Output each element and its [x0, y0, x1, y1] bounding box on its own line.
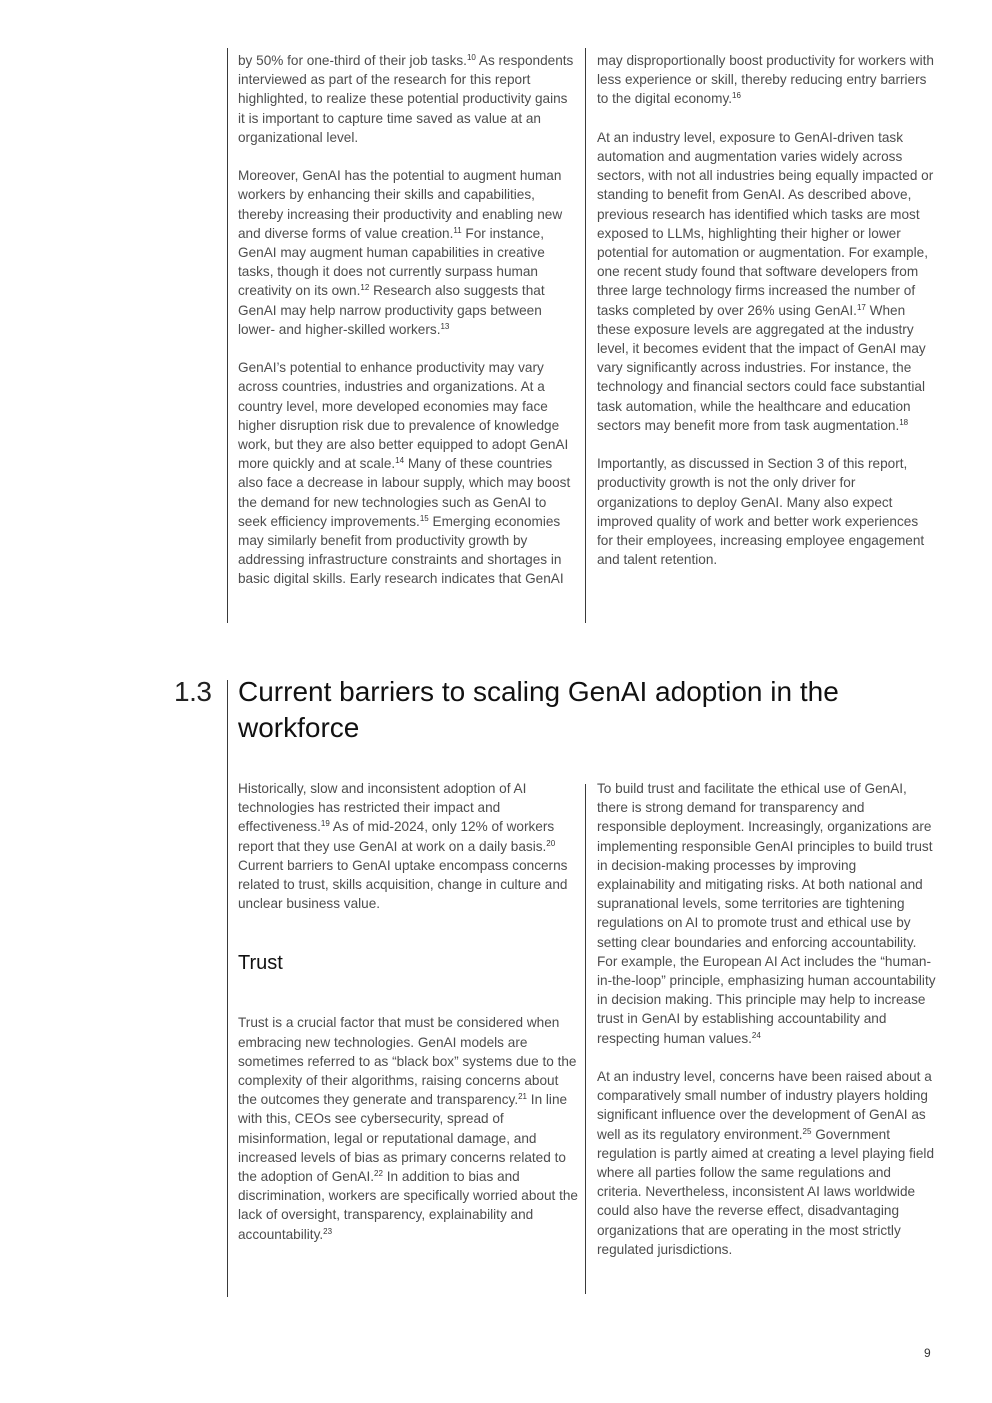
footnote-marker: 24: [751, 1030, 761, 1040]
footnote-marker: 18: [899, 417, 909, 427]
footnote-marker: 23: [323, 1226, 333, 1236]
footnote-marker: 11: [453, 225, 462, 235]
footnote-marker: 15: [419, 513, 429, 523]
section-number: 1.3: [174, 676, 212, 707]
section-title: Current barriers to scaling GenAI adoption in the workforce: [238, 676, 839, 743]
footnote-marker: 17: [856, 302, 866, 312]
paragraph: by 50% for one-third of their job tasks.$^{10}$ As respondents interviewed as part of the research for this report highlighted, to realize these potential productivity gains it is important to capture time saved as value at an organizational level.: [238, 53, 574, 145]
trust-paragraph: Trust is a crucial factor that must be considered when embracing new technologies. GenAI models are sometimes referred to as “black box” systems due to the complexity of their algorithms, raising concerns about the outcomes they generate and transparency.$^{21}$ In line with this, CEOs see cybersecurity, spread of misinformation, legal or reputational damage, and increased levels of bias as primary concerns related to the adoption of GenAI.$^{22}$ In addition to bias and discrimination, workers are specifically worried about the lack of oversight, transparency, explainability and accountability.$^{23}$: [238, 1015, 578, 1242]
column-rule-section-right: [585, 784, 586, 1294]
footnote-marker: 21: [518, 1092, 528, 1102]
footnote-marker: 22: [374, 1169, 383, 1179]
paragraph: Moreover, GenAI has the potential to augment human workers by enhancing their skills and capabilities, thereby increasing their productivity and enabling new and diverse forms of value creation.$^{11}$ For instance, GenAI may augment human capabilities in creative tasks, though it does not currently surpass human creativity on its own.$^{12}$ Research also suggests that GenAI may help narrow productivity gaps between lower- and higher-skilled workers.$^{13}$: [238, 168, 563, 337]
page-number: 9: [924, 1346, 931, 1360]
footnote-marker: 12: [360, 283, 370, 293]
footnote-marker: 19: [320, 819, 330, 829]
footnote-marker: 25: [802, 1126, 812, 1136]
footnote-marker: 14: [395, 456, 405, 466]
section-right-column: [597, 779, 937, 1259]
column-rule-top-right: [585, 48, 586, 623]
subheading-trust: Trust: [238, 952, 283, 975]
footnote-marker: 13: [440, 321, 450, 331]
top-right-column: [597, 51, 937, 569]
paragraph: At an industry level, concerns have been raised about a comparatively small number of industry players holding significant influence over the development of GenAI as well as its regulatory environment.$^{25}$ Government regulation is partly aimed at creating a level playing field where all parties follow the same regulations and criteria. Nevertheless, inconsistent AI laws worldwide could also have the reverse effect, disadvantaging organizations that are operating in the most strictly regulated jurisdictions.: [597, 1069, 935, 1257]
intro-paragraph: Historically, slow and inconsistent adoption of AI technologies has restricted their impact and effectiveness.$^{19}$ As of mid-2024, only 12% of workers report that they use GenAI at work on a daily basis.$^{20}$ Current barriers to GenAI uptake encompass concerns related to trust, skills acquisition, change in culture and unclear business value.: [238, 781, 568, 912]
footnote-marker: 10: [466, 53, 476, 62]
section-left-column: [238, 779, 578, 1244]
section-rule: [227, 680, 228, 1297]
footnote-marker: 20: [546, 838, 556, 848]
paragraph: At an industry level, exposure to GenAI-driven task automation and augmentation varies widely across sectors, with not all industries being equally impacted or standing to benefit from GenAI. As described above, previous research has identified which tasks are most exposed to LLMs, highlighting their higher or lower potential for automation or augmentation. For example, one recent study found that software developers from three large technology firms increased the number of tasks completed by over 26% using GenAI.$^{17}$ When these exposure levels are aggregated at the industry level, it becomes evident that the impact of GenAI may vary significantly across industries. For instance, the technology and financial sectors could face substantial task automation, while the healthcare and education sectors may benefit more from task augmentation.$^{18}$: [597, 129, 934, 433]
paragraph: GenAI’s potential to enhance productivity may vary across countries, industries and organizations. At a country level, more developed economies may face higher disruption risk due to prevalence of knowledge work, but they are also better equipped to adopt GenAI more quickly and at scale.$^{14}$ Many of these countries also face a decrease in labour supply, which may boost the demand for new technologies such as GenAI to seek efficiency improvements.$^{15}$ Emerging economies may similarly benefit from productivity growth by addressing infrastructure constraints and shortages in basic digital skills. Early research indicates that GenAI: [238, 360, 571, 587]
footnote-marker: 16: [732, 91, 741, 101]
paragraph: To build trust and facilitate the ethical use of GenAI, there is strong demand for transparency and responsible deployment. Increasingly, organizations are implementing responsible GenAI principles to build trust in decision-making processes by improving explainability and mitigating risks. At both national and supranational levels, some territories are tightening regulations on AI to promote trust and ethical use by setting clear boundaries and enforcing accountability. For example, the European AI Act includes the “human-in-the-loop” principle, emphasizing human accountability in decision making. This principle may help to increase trust in GenAI by establishing accountability and respecting human values.$^{24}$: [597, 781, 936, 1046]
column-rule-top-left: [227, 48, 228, 623]
top-left-column: [238, 51, 578, 589]
paragraph: may disproportionally boost productivity for workers with less experience or skill, thereby reducing entry barriers to the digital economy.$^{16}$: [597, 53, 934, 107]
paragraph: Importantly, as discussed in Section 3 of this report, productivity growth is not the only driver for organizations to deploy GenAI. Many also expect improved quality of work and better work experiences for their employees, increasing employee engagement and talent retention.: [597, 456, 925, 568]
